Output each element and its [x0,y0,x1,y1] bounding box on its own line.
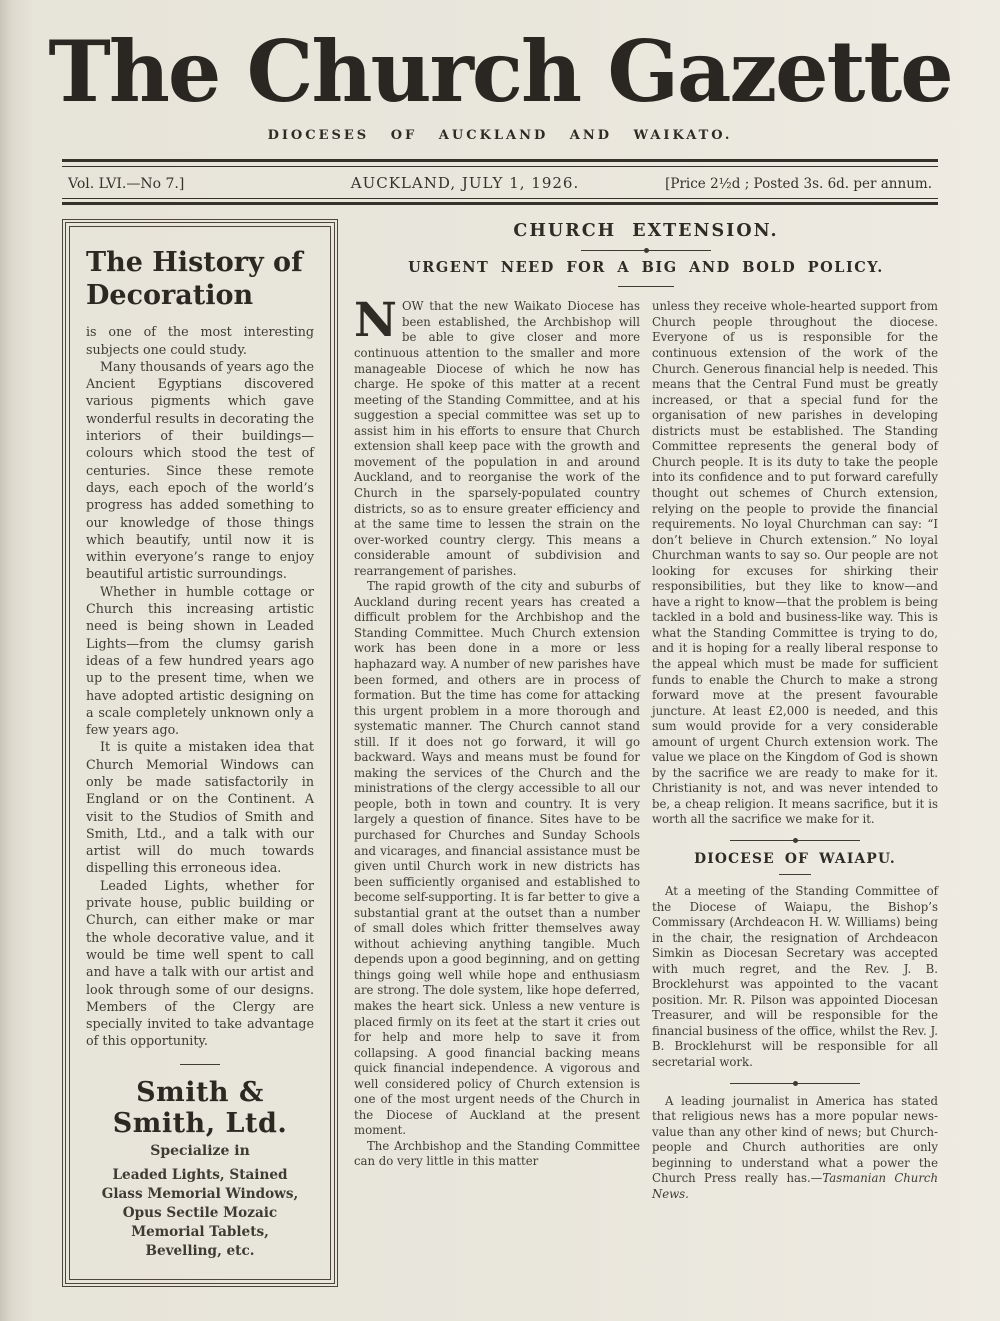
newspaper-subtitle: DIOCESES OF AUCKLAND AND WAIKATO. [267,128,733,144]
note-text: A leading journalist in America has stated that religious news has a more popular news-value than any other kind of news; but Church-people and Church authorities are only beginning to understand what a power the Church Press really has.— [652,1093,938,1186]
ad-paragraph: Whether in humble cottage or Church this increasing artistic need is being shown in Leaded Lights—from the clumsy garish ideas of a few hundred years ago up to the present time, when we have adopted artistic designing on a scale completely unknown only a few years ago. [86,583,314,738]
ad-tagline: Specialize in [150,1142,250,1159]
ad-company-name: Smith & Smith, Ltd. [112,1076,288,1139]
newspaper-title: The Church Gazette [48,22,952,121]
waiapu-paragraph: At a meeting of the Standing Committee of the Diocese of Waiapu, the Bishop’s Commissary (Archdeacon H. W. Williams) being in the chair, the resignation of Archdeacon Simkin as Diocesan Secretary was accepted with much regret, and the Rev. J. B. Brocklehurst was appointed to the vacant position. Mr. R. Pilson was appointed Diocesan Treasurer, and will be responsible for the financial business of the office, whilst the Rev. J. B. Brocklehurst will be responsible for all secretarial work. [652,883,938,1069]
article-paragraph: The Archbishop and the Standing Committee can do very little in this matter [354,1138,640,1169]
article-columns [354,293,938,1202]
ad-services: Leaded Lights, Stained Glass Memorial Windows, Opus Sectile Mozaic Memorial Tablets, Bevelling, etc. [101,1167,299,1260]
divider-line-with-dot [730,840,860,841]
ad-paragraph: Leaded Lights, whether for private house, public building or Church, can either make or mar the whole decorative value, and it would be time well spent to call and have a talk with our artist and look through some of our designs. Members of the Clergy are specially invited to take advantage of this opportunity. [86,877,314,1049]
note-citation: Tasmanian Church News. [652,1171,938,1201]
section-divider [652,840,938,841]
publication-date: AUCKLAND, JULY 1, 1926. [350,174,580,193]
divider-line-with-dot [581,250,711,251]
article-paragraph-lead [354,293,640,579]
waiapu-section-heading: DIOCESE OF WAIAPU. [694,850,896,867]
drop-cap: N [354,293,397,349]
volume-number: Vol. LVI.—No 7.] [68,176,185,193]
dateline-bar [62,167,938,198]
article-column-1 [354,293,640,1202]
rule-thick [62,159,938,162]
rule-thick [62,202,938,205]
advertisement-box [62,219,338,1287]
ad-paragraph: It is quite a mistaken idea that Church Memorial Windows can only be made satisfactorily in England or on the Continent. A visit to the Studios of Smith and Smith, Ltd., and a talk with our artist will do much towards dispelling this erroneous idea. [86,739,314,876]
article-subtitle: URGENT NEED FOR A BIG AND BOLD POLICY. [408,259,884,277]
ad-paragraph: Many thousands of years ago the Ancient Egyptians discovered various pigments which gave wonderful results in decorating the interiors of their buildings—colours which stood the test of centuries. Since these remote days, each epoch of the world’s progress has added something to our knowledge of those things which beautify, until now it is within everyone’s range to enjoy beautiful artistic surroundings. [86,358,314,582]
page-content [62,219,938,1287]
ad-heading: The History of Decoration [86,247,303,312]
rule-thin [62,198,938,199]
ad-paragraph: is one of the most interesting subjects one could study. [86,324,314,357]
article-column-2 [652,299,938,1202]
title-divider [354,250,938,251]
advertisement-box-middle-border [65,222,335,1284]
price-info: [Price 2½d ; Posted 3s. 6d. per annum. [665,176,932,193]
masthead [0,0,1000,143]
paragraph-text: OW that the new Waikato Diocese has been established, the Archbishop will be able to give closer and more continuous attention to the smaller and more manageable Diocese of which he now has charge. He spoke of this matter at a recent meeting of the Standing Committee, and at his suggestion a special committee was set up to assist him in his efforts to ensure that Church extension shall keep pace with the growth and movement of the population in and around Auckland, and to reorganise the work of the Church in the sparsely-populated country districts, so as to ensure greater efficiency and at the same time to lessen the strain on the over-worked country clergy. This means a considerable amount of subdivision and rearrangement of parishes. [354,299,640,578]
divider-line-with-dot [730,1083,860,1084]
main-article [354,219,938,1287]
subtitle-rule [618,286,674,287]
article-paragraph: The rapid growth of the city and suburbs of Auckland during recent years has created a difficult problem for the Archbishop and the Standing Committee. Much Church extension work has been done in a more or less haphazard way. A number of new parishes have been formed, and others are in process of formation. But the time has come for attacking this urgent problem in a more thorough and systematic manner. The Church cannot stand still. If it does not go forward, it will go backward. Ways and means must be found for making the services of the Church and the ministrations of the clergy accessible to all our people, both in town and country. It is very largely a question of finance. Sites have to be purchased for Churches and Sunday Schools and vicarages, and financial assistance must be given until Church work in new districts has been sufficiently organised and established to become self-supporting. It is far better to give a substantial grant at the outset than a number of small doles which fritter themselves away without achieving anything tangible. Much depends upon a good beginning, and on getting things going well while hope and enthusiasm are strong. The dole system, like hope deferred, makes the heart sick. Unless a new venture is placed firmly on its feet at the start it cries out for help and more help to save it from collapsing. A good financial backing means quick financial independence. A vigorous and well considered policy of Church extension is one of the most urgent needs of the Church in the Diocese of Auckland at the present moment. [354,579,640,1138]
article-title: CHURCH EXTENSION. [513,221,779,242]
article-paragraph-continuation: unless they receive whole-hearted support from Church people throughout the diocese. Everyone of us is responsible for the continuous extension of the work of the Church. Generous financial help is needed. This means that the Central Fund must be greatly increased, or that a special fund for the organisation of new parishes in developing districts must be established. The Standing Committee represents the general body of Church people. It is its duty to take the people into its confidence and to put forward carefully thought out schemes of Church extension, relying on the people to provide the financial requirements. No loyal Churchman can say: “I don’t believe in Church extension.” No loyal Churchman wants to say so. Our people are not looking for excuses for shirking their responsibilities, but they like to know—and have a right to know—that the problem is being tackled in a bold and business-like way. This is what the Standing Committee is trying to do, and it is hoping for a really liberal response to the appeal which must be made for sufficient funds to enable the Church to make a strong forward move at the present favourable juncture. At least £2,000 is needed, and this sum would provide for a very considerable amount of urgent Church extension work. The value we place on the Kingdom of God is shown by the sacrifice we are ready to make for it. Christianity is not, and was never intended to be, a cheap religion. It means sacrifice, but it is worth all the sacrifice we make for it. [652,299,938,827]
masthead-bottom-rules [62,198,938,205]
section-heading-rule [779,874,811,875]
ad-divider-rule [180,1064,220,1065]
advertisement-box-inner [69,226,331,1280]
journalist-note-paragraph [652,1094,938,1203]
section-divider [652,1083,938,1084]
masthead-top-rules [62,159,938,167]
